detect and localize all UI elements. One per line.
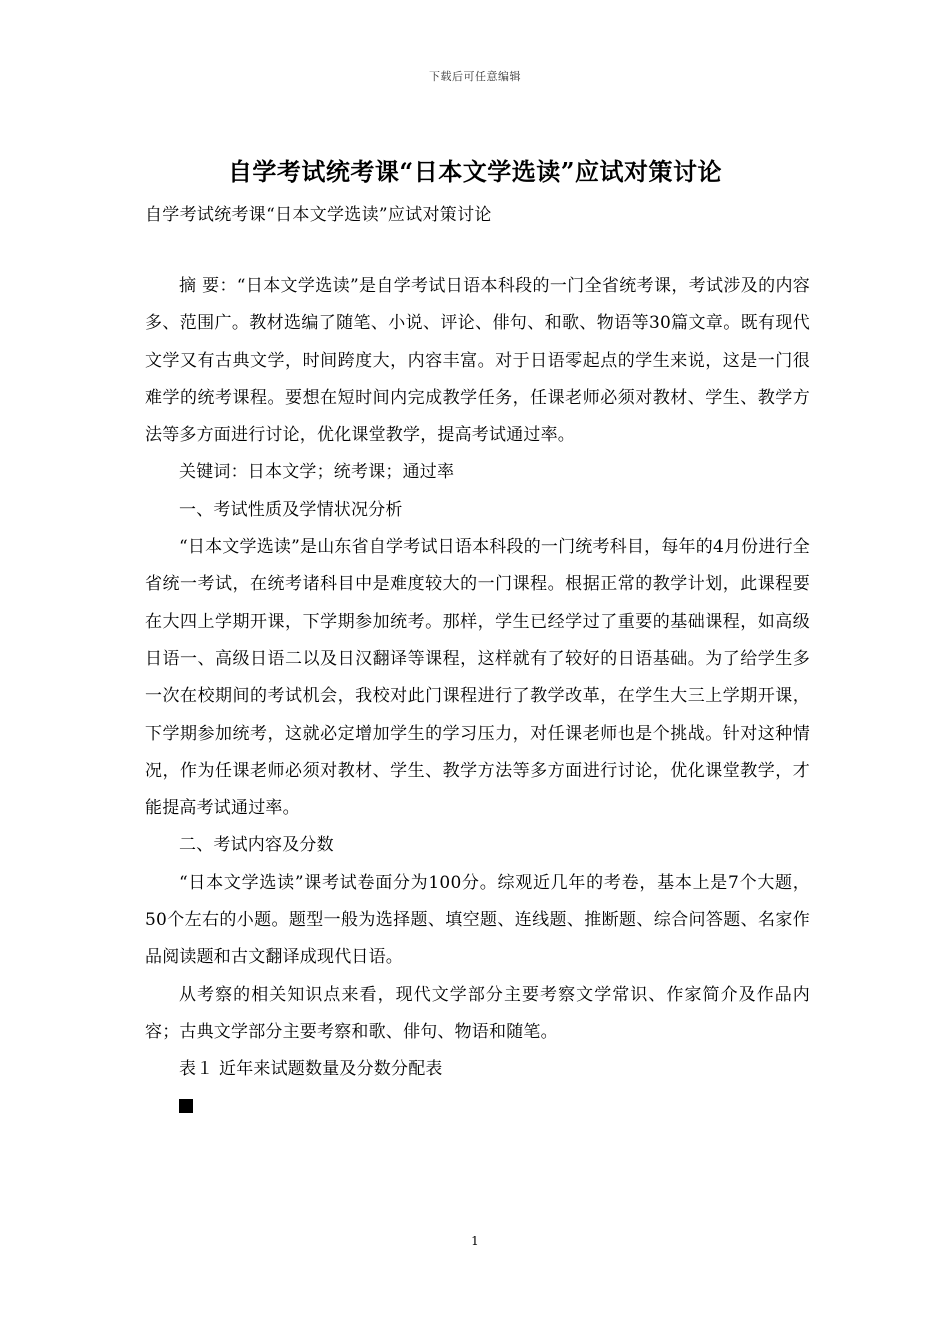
- abstract-paragraph: 摘 要：“日本文学选读”是自学考试日语本科段的一门全省统考课，考试涉及的内容多、范围广。教材选编了随笔、小说、评论、俳句、和歌、物语等30篇文章。既有现代文学又有古典文学，时间跨度大，内容丰富。对于日语零起点的学生来说，这是一门很难学的统考课程。要想在短时间内完成教学任务，任课老师必须对教材、学生、教学方法等多方面进行讨论，优化课堂教学，提高考试通过率。: [145, 276, 810, 446]
- section-2-heading: 二、考试内容及分数: [179, 835, 334, 856]
- section-1-heading: 一、考试性质及学情状况分析: [179, 499, 403, 520]
- page-number: 1: [471, 1234, 479, 1248]
- table-caption: 表１ 近年来试题数量及分数分配表: [179, 1059, 443, 1080]
- section-2-paragraph-1: “日本文学选读”课考试卷面分为100分。综观近几年的考卷，基本上是7个大题，50个左右的小题。题型一般为选择题、填空题、连线题、推断题、综合问答题、名家作品阅读题和古文翻译成现代日语。: [145, 872, 810, 968]
- keywords-paragraph: 关键词：日本文学；统考课；通过率: [179, 462, 455, 483]
- section-2-paragraph-2: 从考察的相关知识点来看，现代文学部分主要考察文学常识、作家简介及作品内容；古典文学部分主要考察和歌、俳句、物语和随笔。: [145, 984, 810, 1042]
- black-square-icon: [179, 1099, 193, 1113]
- document-subtitle: 自学考试统考课“日本文学选读”应试对策讨论: [145, 205, 492, 225]
- document-body: [145, 268, 810, 1126]
- document-title: 自学考试统考课“日本文学选读”应试对策讨论: [227, 157, 723, 186]
- header-note: 下载后可任意编辑: [429, 70, 521, 83]
- table-placeholder: [145, 1089, 810, 1126]
- section-1-paragraph: “日本文学选读”是山东省自学考试日语本科段的一门统考科目，每年的4月份进行全省统一考试，在统考诸科目中是难度较大的一门课程。根据正常的教学计划，此课程要在大四上学期开课，下学期参加统考。那样，学生已经学过了重要的基础课程，如高级日语一、高级日语二以及日汉翻译等课程，这样就有了较好的日语基础。为了给学生多一次在校期间的考试机会，我校对此门课程进行了教学改革，在学生大三上学期开课，下学期参加统考，这就必定增加学生的学习压力，对任课老师也是个挑战。针对这种情况，作为任课老师必须对教材、学生、教学方法等多方面进行讨论，优化课堂教学，才能提高考试通过率。: [145, 537, 810, 819]
